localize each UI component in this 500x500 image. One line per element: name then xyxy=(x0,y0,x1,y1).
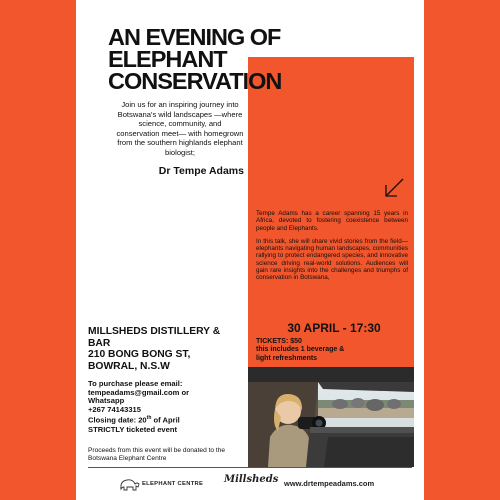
ticket-info xyxy=(256,338,408,363)
venue-street: 210 BONG BONG ST, xyxy=(88,349,191,360)
purchase-email: tempeadams@gmail.com or xyxy=(88,387,190,397)
bio-paragraph-1: Tempe Adams has a career spanning 15 years in Africa, devoted to fostering coexistence between people and Elephants. xyxy=(256,210,408,232)
ticket-includes: this includes 1 beverage & xyxy=(256,346,345,354)
closing-date-prefix: Closing date: 20 xyxy=(88,415,147,425)
venue-name-cont: BAR xyxy=(88,337,111,349)
intro-text: Join us for an inspiring journey into Botswana's wild landscapes —where science, community, and conservation meet— with homegrown from the southern highlands elephant biologist; xyxy=(116,100,244,157)
purchase-info xyxy=(88,380,248,434)
speaker-name: Dr Tempe Adams xyxy=(158,165,244,177)
millsheds-logo: Millsheds xyxy=(224,474,279,485)
elephant-centre-logo xyxy=(118,476,210,492)
closing-date-ordinal: th xyxy=(146,415,152,422)
elephant-centre-logo-text: ELEPHANT CENTRE xyxy=(142,481,204,487)
title-line-1: AN EVENING OF xyxy=(108,24,281,50)
ticket-price: TICKETS: $50 xyxy=(256,338,302,345)
purchase-whatsapp-label: Whatsapp xyxy=(88,396,125,406)
speaker-photo xyxy=(248,367,414,467)
website-url: www.drtempeadams.com xyxy=(284,479,375,488)
venue-info xyxy=(88,326,248,372)
title-line-2: ELEPHANT xyxy=(108,46,227,72)
proceeds-note: Proceeds from this event will be donated to the Botswana Elephant Centre xyxy=(88,447,226,462)
footer-divider xyxy=(88,467,412,468)
ticketed-notice: STRICTLY ticketed event xyxy=(88,424,178,434)
closing-date-suffix: of April xyxy=(151,415,180,425)
bio-paragraph-2: In this talk, she will share vivid stories from the field—elephants navigating human landscapes, communities rallying to protect endangered species, and innovative science driving real-world solutions. Audiences will gain rare insights into the challenges and triumphs of conservation in Botswana, xyxy=(256,237,408,282)
closing-date xyxy=(88,414,248,425)
title-line-3: CONSERVATION xyxy=(108,68,282,94)
elephant-logo-icon xyxy=(118,476,142,492)
poster xyxy=(76,0,424,500)
event-title xyxy=(108,26,281,92)
arrow-down-left-icon xyxy=(382,176,406,200)
ticket-includes-cont: light refreshments xyxy=(256,354,318,362)
event-date-time: 30 APRIL - 17:30 xyxy=(287,321,381,335)
venue-name: MILLSHEDS DISTILLERY & xyxy=(88,326,221,337)
purchase-label: To purchase please email: xyxy=(88,379,183,388)
purchase-phone: +267 74143315 xyxy=(88,404,142,414)
speaker-bio xyxy=(256,210,408,288)
venue-town: BOWRAL, N.S.W xyxy=(88,360,170,372)
